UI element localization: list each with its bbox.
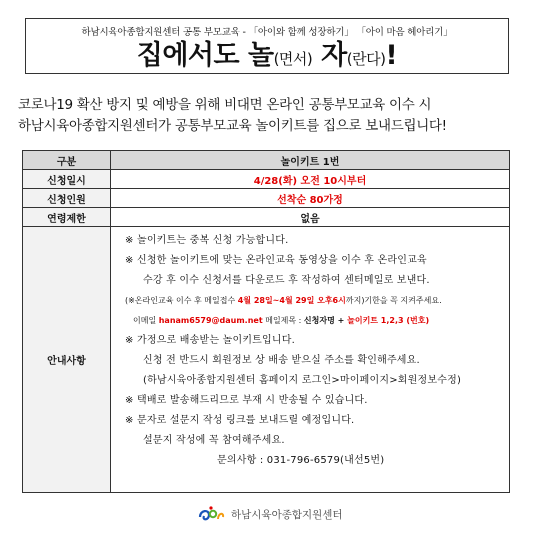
header-label-cell: 구분 — [23, 151, 111, 170]
row-value: 선착순 80가정 — [111, 189, 510, 208]
row-label: 연령제한 — [23, 208, 111, 227]
row-value: 4/28(화) 오전 10시부터 — [111, 170, 510, 189]
center-logo-icon — [197, 505, 225, 523]
title-part-2: 자 — [312, 40, 347, 71]
title-part-3: ! — [385, 40, 398, 71]
contact-line: 문의사항 : 031-796-6579(내선5번) — [217, 455, 385, 466]
email-link[interactable]: hanam6579@daum.net — [158, 316, 263, 325]
row-label: 신청일시 — [23, 170, 111, 189]
header-value-cell: 놀이키트 1번 — [111, 151, 510, 170]
note-line: ※ 놀이키트는 중복 신청 가능합니다. — [125, 235, 289, 246]
intro-line-1: 코로나19 확산 방지 및 예방을 위해 비대면 온라인 공통부모교육 이수 시 — [18, 97, 432, 113]
title-part-1: 집에서도 놀 — [136, 40, 274, 71]
email-prefix: 이메일 — [133, 316, 159, 325]
mail-subject-kit: 놀이키트 1,2,3 (번호) — [347, 316, 430, 325]
intro-line-2: 하남시육아종합지원센터가 공통부모교육 놀이키트를 집으로 보내드립니다! — [18, 118, 447, 134]
note-deadline-line — [125, 291, 503, 311]
mail-subject-name: 신청자명 + — [303, 316, 348, 325]
row-label: 신청인원 — [23, 189, 111, 208]
banner-title — [26, 41, 508, 74]
deadline-dates: 4월 28일~4월 29일 오후6시 — [237, 296, 346, 305]
title-small-1: (면서) — [273, 50, 313, 68]
title-banner — [25, 18, 509, 74]
note-line: ※ 택배로 발송해드리므로 부재 시 반송될 수 있습니다. — [125, 395, 368, 406]
note-line: 수강 후 이수 신청서를 다운로드 후 작성하여 센터메일로 보낸다. — [143, 275, 430, 286]
table-row — [23, 170, 510, 189]
deadline-prefix: (※온라인교육 이수 후 메일접수 — [125, 296, 238, 305]
note-line: ※ 신청한 놀이키트에 맞는 온라인교육 동영상을 이수 후 온라인교육 — [125, 255, 427, 266]
banner-subtitle: 하남시육아종합지원센터 공통 부모교육 - 「아이와 함께 성장하기」 「아이 마음 헤아리기」 — [81, 27, 453, 38]
notes-content — [111, 227, 510, 493]
table-row — [23, 208, 510, 227]
info-table — [22, 150, 510, 493]
footer-org-name: 하남시육아종합지원센터 — [231, 508, 343, 521]
notes-row — [23, 227, 510, 493]
note-line: 설문지 작성에 꼭 참여해주세요. — [143, 435, 285, 446]
intro-text — [18, 95, 518, 137]
note-line: (하남시육아종합지원센터 홈페이지 로그인>마이페이지>회원정보수정) — [143, 375, 462, 386]
deadline-suffix: 까지)기한을 꼭 지켜주세요. — [345, 296, 442, 305]
note-line: ※ 문자로 설문지 작성 링크를 보내드릴 예정입니다. — [125, 415, 355, 426]
title-small-2: (란다) — [346, 50, 386, 68]
note-line: ※ 가정으로 배송받는 놀이키트입니다. — [125, 335, 295, 346]
row-value: 없음 — [111, 208, 510, 227]
note-email-line — [125, 311, 503, 331]
note-line: 신청 전 반드시 회원정보 상 배송 받으실 주소를 확인해주세요. — [143, 355, 420, 366]
table-row — [23, 189, 510, 208]
table-header-row — [23, 151, 510, 170]
notes-label: 안내사항 — [23, 227, 111, 493]
mail-subject-label: 메일제목 : — [262, 316, 304, 325]
footer — [197, 505, 343, 523]
